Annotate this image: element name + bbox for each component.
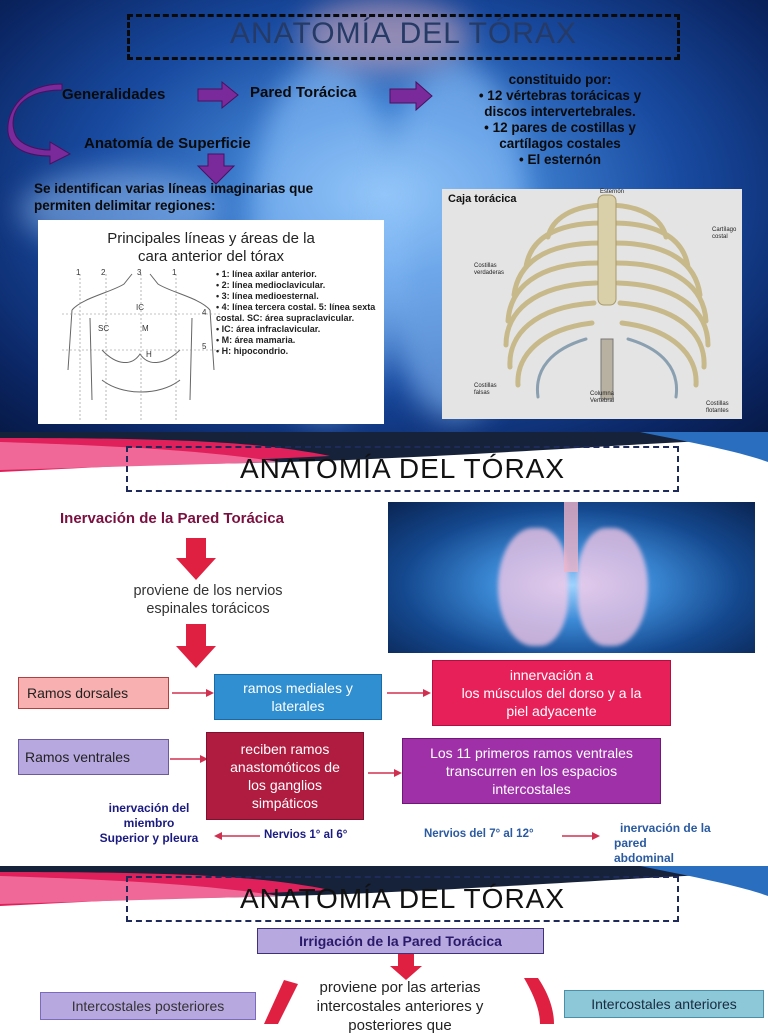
connector-arrow-3 [168,754,208,764]
slide-title: ANATOMÍA DEL TÓRAX [239,453,566,484]
once-ramos-line-2: transcurren en los espacios [445,763,618,779]
inervacion-miembro [84,801,214,846]
reciben-box [206,732,364,820]
inervacion-pared [614,821,764,866]
inervacion-musculos-box [432,660,671,726]
caja-title: Caja torácica [448,193,517,205]
caja-verdaderas: Costillas verdaderas [474,263,505,276]
figure-legend [216,269,380,357]
caja-flotantes: Costillas flotantes [706,401,729,414]
figure-label-5: 5 [202,342,207,351]
caja-falsas: Costillas falsas [474,383,497,396]
constituido-line-2: • 12 vértebras torácicas y [478,88,642,103]
slide-3 [0,866,768,1034]
reciben-line-2: anastomóticos de [230,759,340,775]
inervacion-miembro-line-1: inervación del [108,801,190,815]
constituido-line-5: cartílagos costales [499,136,621,151]
torso-outline-drawing [62,270,220,420]
irrigacion-proviene-line-1: proviene por las arterias [319,979,481,996]
lungs-image [388,502,755,653]
constituido-line-1: constituido por: [508,72,612,87]
lung-right-shape [578,528,648,646]
connector-arrow-1 [170,688,214,698]
lineas-intro [34,180,313,214]
figure-num-2: 2 [101,268,106,277]
figure-label-4: 4 [202,308,207,317]
inervacion-miembro-line-2: miembro [123,816,175,830]
once-ramos-line-3: intercostales [492,781,571,797]
figure-num-1: 1 [76,268,81,277]
legend-item: • 3: línea medioesternal. [216,291,319,301]
figure-label-h: H [146,350,152,359]
slide-1 [0,0,768,432]
trachea-shape [564,502,578,572]
legend-item: • M: área mamaria. [216,335,296,345]
once-ramos-line-1: Los 11 primeros ramos ventrales [430,745,633,761]
inervacion-miembro-line-3: Superior y pleura [99,831,199,845]
generalidades-label: Generalidades [62,86,166,103]
connector-arrow-2 [385,688,431,698]
inervacion-pared-line-3: abdominal [614,851,675,865]
connector-arrow-4 [366,768,402,778]
inervacion-pared-line-1: inervación de la [620,821,711,835]
red-arrow-down-1 [176,538,216,580]
inervacion-pared-line-2: pared [614,836,647,850]
constituido-line-6: • El esternón [519,152,601,167]
arrow-right-2 [390,82,434,110]
arrow-right-1 [198,82,240,108]
nervios-7-12: Nervios del 7° al 12° [424,828,534,840]
connector-arrow-5 [560,831,602,841]
legend-item: • 4: línea tercera costal. 5: línea sexta costal. SC: área supraclavicular. [216,302,376,323]
caja-cartilago: Cartílago costal [712,227,737,240]
red-arrow-down [390,954,422,980]
intercostales-anteriores-box: Intercostales anteriores [564,990,764,1018]
once-ramos-box [402,738,661,804]
legend-item: • H: hipocondrio. [216,346,289,356]
irrigacion-proviene-line-2: intercostales anteriores y [316,998,484,1015]
lineas-intro-line-2: permiten delimitar regiones: [34,198,216,213]
figure-title-line-1: Principales líneas y áreas de la [107,230,315,247]
intercostales-posteriores-box: Intercostales posteriores [40,992,256,1020]
figure-label-m: M [142,324,149,333]
figure-title-line-2: cara anterior del tórax [138,248,284,265]
constituido-line-4: • 12 pares de costillas y [484,120,636,135]
inervacion-musculos-line-3: piel adyacente [506,703,597,719]
ramos-dorsales-box: Ramos dorsales [18,677,169,709]
proviene-text [108,582,308,618]
figure-num-3: 3 [137,268,142,277]
slide-title: ANATOMÍA DEL TÓRAX [239,883,566,914]
proviene-line-2: espinales torácicos [146,601,270,617]
inervacion-subtitle: Inervación de la Pared Torácica [60,510,284,527]
ramos-ventrales-box: Ramos ventrales [18,739,169,775]
proviene-line-1: proviene de los nervios [133,583,283,599]
nervios-1-6: Nervios 1° al 6° [264,829,348,841]
constituido-list [430,72,690,168]
connector-arrow-left [214,831,262,841]
lineas-intro-line-1: Se identifican varias líneas imaginarias que [34,181,314,196]
figure-title [38,230,384,266]
inervacion-musculos-line-2: los músculos del dorso y a la [461,685,642,701]
figure-label-sc: SC [98,324,110,333]
irrigacion-subtitle: Irrigación de la Pared Torácica [257,928,544,954]
figure-label-ic: IC [136,303,144,312]
legend-item: • 2: línea medioclavicular. [216,280,326,290]
caja-columna: Columna Vertebral [590,391,615,404]
irrigacion-proviene-line-3: posteriores que [348,1017,452,1034]
anatomia-superficie-label: Anatomía de Superficie [84,135,251,152]
rib-cage-figure [442,189,742,419]
reciben-line-4: simpáticos [251,795,319,811]
constituido-line-3: discos intervertebrales. [484,104,636,119]
irrigacion-proviene [290,978,510,1035]
rib-cage-drawing [482,189,732,417]
lung-left-shape [498,528,568,646]
caja-esternon: Esternón [600,189,625,195]
red-slash-right [524,978,558,1024]
reciben-line-1: reciben ramos [240,741,330,757]
pared-toracica-label: Pared Torácica [250,84,357,101]
legend-item: • 1: línea axilar anterior. [216,269,317,279]
inervacion-musculos-line-1: innervación a [509,667,594,683]
reciben-line-3: los ganglios [248,777,322,793]
ramos-mediales-box: ramos mediales y laterales [214,674,382,720]
slide-title: ANATOMÍA DEL TÓRAX [230,17,577,50]
thorax-lines-figure [38,220,384,424]
slide-2 [0,432,768,866]
red-arrow-down-2 [176,624,216,668]
figure-num-4: 1 [172,268,177,277]
legend-item: • IC: área infraclavicular. [216,324,321,334]
